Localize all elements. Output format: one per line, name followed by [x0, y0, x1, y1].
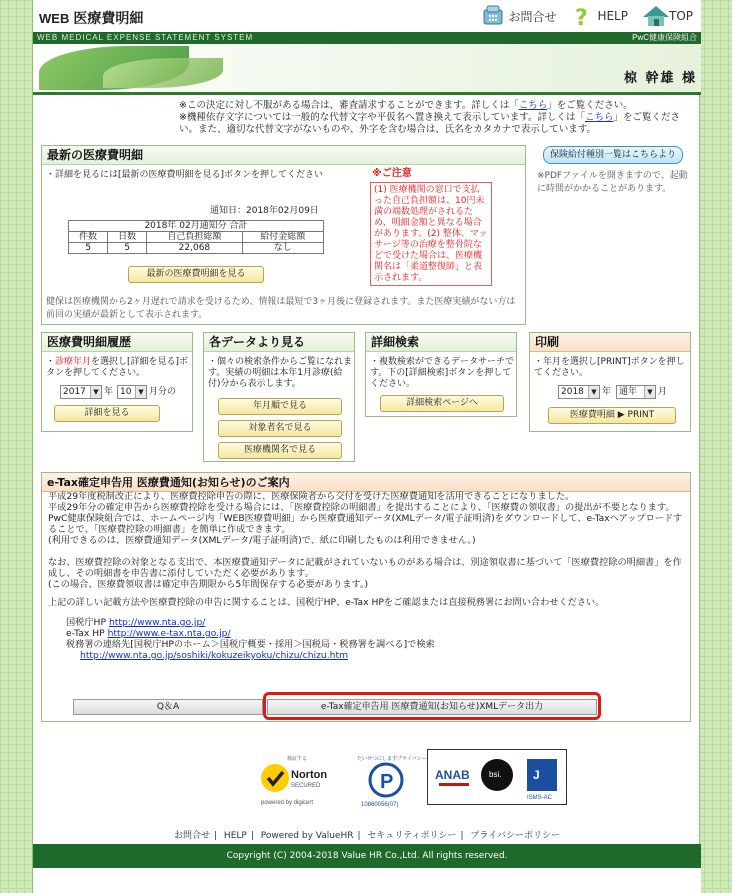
print-panel: [529, 332, 691, 432]
tax-office-link[interactable]: http://www.nta.go.jp/soshiki/kokuzeikyoku/chizu/chizu.htm: [80, 650, 349, 661]
help-label: HELP: [597, 9, 628, 23]
history-month-select[interactable]: 10 ▼: [117, 385, 147, 399]
latest-statement-panel: [41, 145, 526, 325]
table-cell: 22,068: [147, 243, 242, 254]
search-description: ・複数検索ができるデータサーチです。下の[詳細検索]ボタンを押してください。: [370, 357, 515, 389]
appeal-link[interactable]: こちら: [518, 100, 548, 111]
etax-link[interactable]: http://www.e-tax.nta.go.jp/: [107, 628, 231, 639]
print-description: ・年月を選択し[PRINT]ボタンを押してください。: [534, 357, 685, 378]
nta-link[interactable]: http://www.nta.go.jp/: [108, 617, 206, 628]
qa-button[interactable]: Q＆A: [73, 699, 263, 715]
notice-line-2: ※機種依存文字については一般的な代替文字や平仮名へ置き換えて表示しています。詳しくは「こちら」をご覧ください。また、適切な代替文字がないものや、外字を含む場合は、氏名をカタカナで表示しています。: [179, 112, 681, 135]
spacer: [48, 608, 686, 617]
footer-spacer: [33, 868, 701, 893]
svg-text:P: P: [380, 771, 394, 793]
logo-prefix: WEB: [39, 11, 70, 26]
detailed-search-button[interactable]: 詳細検索ページへ: [380, 395, 504, 412]
footer-link-help[interactable]: HELP: [223, 831, 247, 841]
privacy-number: 10860056(07): [361, 802, 399, 808]
chevron-down-icon: ▼: [588, 386, 599, 398]
norton-top: 検証する: [287, 756, 308, 762]
footer-links: お問合せ | HELP | Powered by ValueHR | セキュリティポリシー | プライバシーポリシー: [174, 831, 560, 841]
phone-icon: [481, 4, 505, 28]
etax-paragraph: (利用できるのは、医療費通知データ(XMLデータ/電子証明済)で、紙に印刷したものは利用できません。): [48, 535, 476, 546]
footer-link-powered[interactable]: Powered by ValueHR: [260, 831, 354, 841]
norton-badge[interactable]: [255, 752, 345, 810]
top-label: TOP: [668, 9, 693, 23]
top-links: [481, 4, 693, 31]
etax-paragraph: なお、医療費控除の対象となる支出で、本医療費通知データに記載がされていないものがある場合は、別途領収書に基づいて「医療費控除の明細書」を作成し、その明細書を申告書に添付していただく必要があります。: [48, 557, 682, 579]
table-header-row: [69, 232, 324, 243]
chevron-down-icon: ▼: [90, 386, 101, 398]
year-unit: 年: [104, 387, 114, 397]
table-cell: 5: [69, 243, 108, 254]
etax-paragraph: 上記の詳しい記載方法や医療費控除の申告に関することは、国税庁HP、e-Tax HPをご確認または直接税務署にお問い合わせください。: [48, 597, 605, 608]
footer-link-privacy[interactable]: プライバシーポリシー: [470, 831, 560, 841]
view-by-hospital-button[interactable]: 医療機関名で見る: [218, 442, 342, 459]
charset-link[interactable]: こちら: [585, 112, 614, 123]
system-bar: [33, 32, 701, 44]
view-latest-button[interactable]: 最新の医療費明細を見る: [128, 266, 264, 283]
notice-line-1: ※この決定に対し不服がある場合は、審査請求することができます。詳しくは「こちら」をご覧ください。: [179, 100, 633, 111]
month-unit: 月: [658, 387, 668, 397]
footer-link-security[interactable]: セキュリティポリシー: [367, 831, 457, 841]
privacy-mark-badge[interactable]: [355, 752, 427, 810]
iso-certification-badge[interactable]: [427, 749, 567, 805]
caution-title: ※ご注意: [372, 168, 412, 179]
print-title: 印刷: [530, 333, 690, 352]
latest-description: ・詳細を見るには[最新の医療費明細を見る]ボタンを押してください: [46, 170, 324, 180]
history-title: 医療費明細履歴: [42, 333, 192, 352]
top-link[interactable]: [642, 4, 693, 28]
svg-text:?: ?: [575, 6, 589, 31]
anab-mark: ANAB: [435, 768, 470, 782]
search-title: 詳細検索: [366, 333, 516, 352]
org-name: PwC健康保険組合: [632, 33, 697, 42]
xml-output-button[interactable]: e-Tax確定申告用 医療費通知(お知らせ)XMLデータ出力: [267, 699, 597, 715]
question-icon: [570, 4, 594, 31]
contact-link[interactable]: [481, 4, 556, 28]
norton-powered: powered by digicert: [261, 800, 314, 806]
header-banner: [33, 44, 701, 92]
print-button[interactable]: 医療費明細 ▶ PRINT: [548, 407, 676, 424]
table-cell: なし: [242, 243, 323, 254]
column-header: 給付金総額: [242, 232, 323, 243]
footer-link-contact[interactable]: お問合せ: [174, 831, 211, 841]
column-header: 自己負担総額: [147, 232, 242, 243]
etax-paragraph: 平成29年分の確定申告から医療費控除を受ける場合には、「医療費控除の明細書」を提出することにより、「医療費の領収書」の提出が不要となります。: [48, 502, 675, 513]
highlight-frame: [263, 692, 601, 720]
svg-text:J: J: [533, 768, 540, 782]
table-row: [69, 243, 324, 254]
pdf-note: ※PDFファイルを開きますので、起動に時間がかかることがあります。: [537, 171, 688, 194]
contact-label: お問合せ: [508, 9, 557, 24]
spacer: [48, 546, 686, 557]
copyright-bar: Copyright (C) 2004-2018 Value HR Co.,Ltd. All rights reserved.: [33, 844, 701, 868]
chevron-down-icon: ▼: [644, 386, 655, 398]
tax-office-text: 税務署の連絡先[国税庁HPのホーム＞国税庁概要・採用＞国税局・税務署を調べる]で検索: [66, 639, 435, 650]
etax-body: [48, 491, 686, 661]
isms-mark: ISMS-AC: [527, 795, 553, 801]
user-name: 椋 幹雄 様: [623, 71, 697, 86]
logo-title: 医療費明細: [73, 11, 144, 27]
etax-link-row: e-Tax HP http://www.e-tax.nta.go.jp/: [66, 628, 231, 639]
bsi-mark: bsi.: [489, 770, 502, 779]
summary-table: [68, 220, 324, 254]
year-unit: 年: [602, 387, 612, 397]
norton-main: Norton: [291, 769, 328, 781]
page: [32, 0, 700, 893]
views-title: 各データより見る: [204, 333, 354, 352]
view-by-person-button[interactable]: 対象者名で見る: [218, 420, 342, 437]
help-link[interactable]: [570, 4, 628, 31]
system-name: WEB MEDICAL EXPENSE STATEMENT SYSTEM: [37, 33, 254, 42]
month-unit: 月分の: [149, 387, 177, 397]
etax-title: e-Tax確定申告用 医療費通知(お知らせ)のご案内: [42, 473, 690, 492]
table-caption: 2018年 02月通知分 合計: [69, 221, 324, 232]
divider: [33, 92, 701, 95]
history-description: ・診療年月を選択し[詳細を見る]ボタンを押してください。: [46, 357, 189, 378]
table-cell: 5: [108, 243, 147, 254]
detailed-search-panel: [365, 332, 517, 417]
print-year-select[interactable]: 2018 ▼: [558, 385, 600, 399]
view-by-month-button[interactable]: 年月順で見る: [218, 398, 342, 415]
norton-sub: SECURED: [291, 783, 321, 789]
history-year-select[interactable]: 2017 ▼: [60, 385, 102, 399]
privacy-top: たいせつにしますプライバシー: [357, 756, 427, 762]
latest-title: 最新の医療費明細: [42, 146, 525, 165]
etax-paragraph: PwC健康保険組合では、ホームページ内「WEB医療費明細」から医療費通知データ(XMLデータ/電子証明済)をダウンロードして、e-Taxへアップロードすることで、「医療費控除の明細書」を簡単に作成できます。: [48, 513, 683, 535]
notice-text: [179, 100, 699, 136]
print-period-select[interactable]: 通年 ▼: [616, 385, 656, 399]
data-views-panel: [203, 332, 355, 462]
app-logo[interactable]: [39, 8, 143, 28]
column-header: 日数: [108, 232, 147, 243]
notice-date: 通知日：2018年02月09日: [210, 206, 319, 216]
history-panel: [41, 332, 193, 432]
history-detail-button[interactable]: 詳細を見る: [54, 405, 160, 422]
top-bar: [33, 0, 701, 32]
caution-box: (1) 医療機関の窓口で支払った自己負担額は、10円未満の端数処理がされるため、明細金額と異なる場合があります。(2) 整体、マッサージ等の治療を整骨院などで受けた場合は、医療機関名は「柔道整復師」と表示されます。: [370, 182, 492, 286]
home-icon: [642, 4, 666, 28]
views-description: ・個々の検索条件からご覧になれます。実績の明細は本年1月診療(給付)分から表示します。: [208, 357, 353, 389]
benefit-list-button[interactable]: 保険給付種別一覧はこちらより: [543, 146, 683, 164]
latest-footnote: 健保は医療機関から2ヶ月遅れで請求を受けるため、情報は最短で3ヶ月後に登録されます。また医療実績がない方は前回の実績が最新として表示されます。: [46, 297, 516, 320]
etax-panel: [41, 472, 691, 722]
etax-paragraph: 平成29年度税制改正により、医療費控除申告の際に、医療保険者から交付を受けた医療費通知を活用できることになりました。: [48, 491, 575, 502]
etax-paragraph: (この場合、医療費領収書は確定申告期限から5年間保存する必要があります。): [48, 579, 369, 590]
spacer: [48, 590, 686, 597]
nta-link-row: 国税庁HP http://www.nta.go.jp/: [66, 617, 206, 628]
column-header: 件数: [69, 232, 108, 243]
chevron-down-icon: ▼: [135, 386, 146, 398]
